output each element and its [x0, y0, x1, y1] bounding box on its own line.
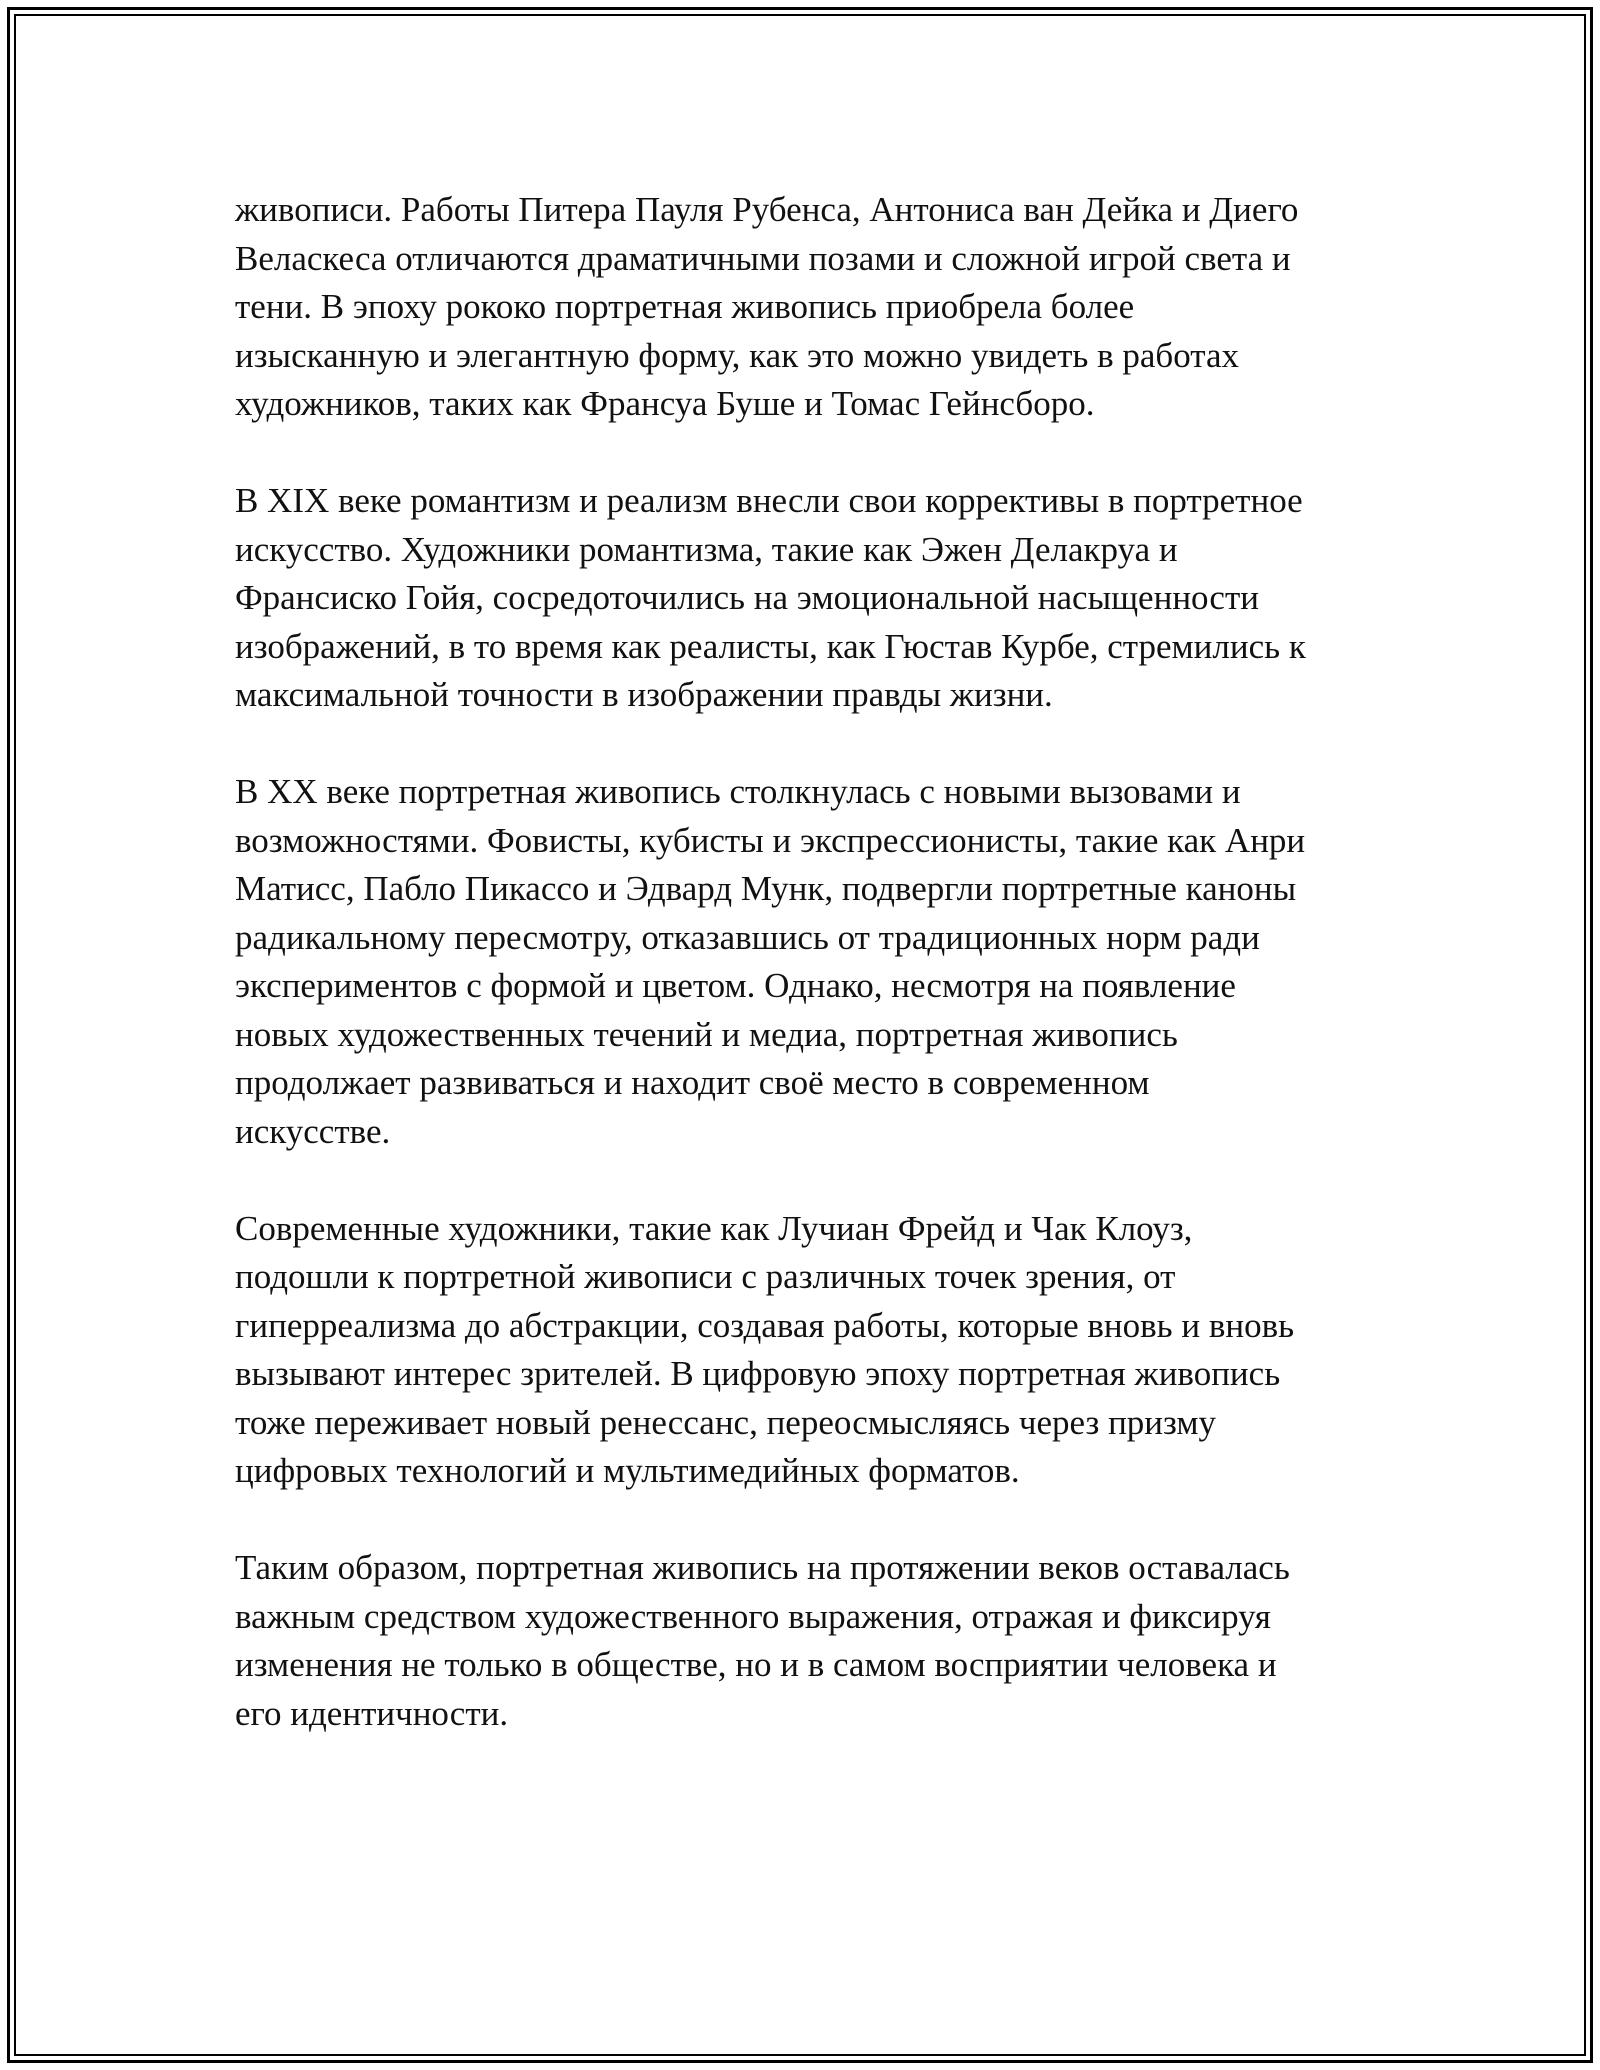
text-line: В XIX веке романтизм и реализм внесли свои коррективы в портретное — [235, 481, 1303, 520]
text-line: живописи. Работы Питера Пауля Рубенса, Антониса ван Дейка и Диего — [235, 190, 1299, 229]
text-line: изменения не только в обществе, но и в самом восприятии человека и — [235, 1645, 1277, 1684]
document-text-body — [235, 186, 1395, 1738]
text-line: гиперреализма до абстракции, создавая работы, которые вновь и вновь — [235, 1305, 1295, 1345]
paragraph-19th-century — [235, 477, 1395, 720]
paragraph-baroque-rococo — [235, 186, 1395, 429]
text-line: Матисс, Пабло Пикассо и Эдвард Мунк, подвергли портретные каноны — [235, 869, 1297, 908]
paragraph-contemporary-artists — [235, 1205, 1395, 1496]
text-line: вызывают интерес зрителей. В цифровую эпоху портретная живопись — [235, 1354, 1281, 1393]
text-line: искусство. Художники романтизма, такие как Эжен Делакруа и — [235, 529, 1178, 569]
text-line: изображений, в то время как реалисты, как Гюстав Курбе, стремились к — [235, 626, 1306, 666]
text-line: В XX веке портретная живопись столкнулась с новыми вызовами и — [235, 772, 1241, 811]
text-line: Таким образом, портретная живопись на протяжении веков оставалась — [235, 1548, 1290, 1587]
text-line: экспериментов с формой и цветом. Однако, несмотря на появление — [235, 966, 1236, 1005]
text-line: новых художественных течений и медиа, портретная живопись — [235, 1014, 1178, 1054]
paragraph-20th-century — [235, 768, 1395, 1156]
text-line: Современные художники, такие как Лучиан Фрейд и Чак Клоуз, — [235, 1208, 1193, 1248]
text-line: цифровых технологий и мультимедийных форматов. — [235, 1451, 1020, 1490]
text-line: художников, таких как Франсуа Буше и Томас Гейнсборо. — [235, 384, 1095, 423]
text-line: его идентичности. — [235, 1693, 509, 1733]
paragraph-conclusion — [235, 1544, 1395, 1738]
text-line: тоже переживает новый ренессанс, переосмысляясь через призму — [235, 1402, 1217, 1442]
text-line: максимальной точности в изображении правды жизни. — [235, 675, 1053, 714]
text-line: продолжает развиваться и находит своё место в современном — [235, 1063, 1150, 1102]
text-line: искусстве. — [235, 1111, 391, 1151]
text-line: важным средством художественного выражения, отражая и фиксируя — [235, 1596, 1271, 1636]
text-line: радикальному пересмотру, отказавшись от традиционных норм ради — [235, 917, 1260, 957]
text-line: Веласкеса отличаются драматичными позами и сложной игрой света и — [235, 238, 1291, 278]
text-line: изысканную и элегантную форму, как это можно увидеть в работах — [235, 335, 1240, 375]
text-line: подошли к портретной живописи с различных точек зрения, от — [235, 1257, 1176, 1296]
text-line: возможностями. Фовисты, кубисты и экспрессионисты, такие как Анри — [235, 820, 1306, 860]
text-line: тени. В эпоху рококо портретная живопись приобрела более — [235, 287, 1135, 326]
text-line: Франсиско Гойя, сосредоточились на эмоциональной насыщенности — [235, 578, 1259, 617]
